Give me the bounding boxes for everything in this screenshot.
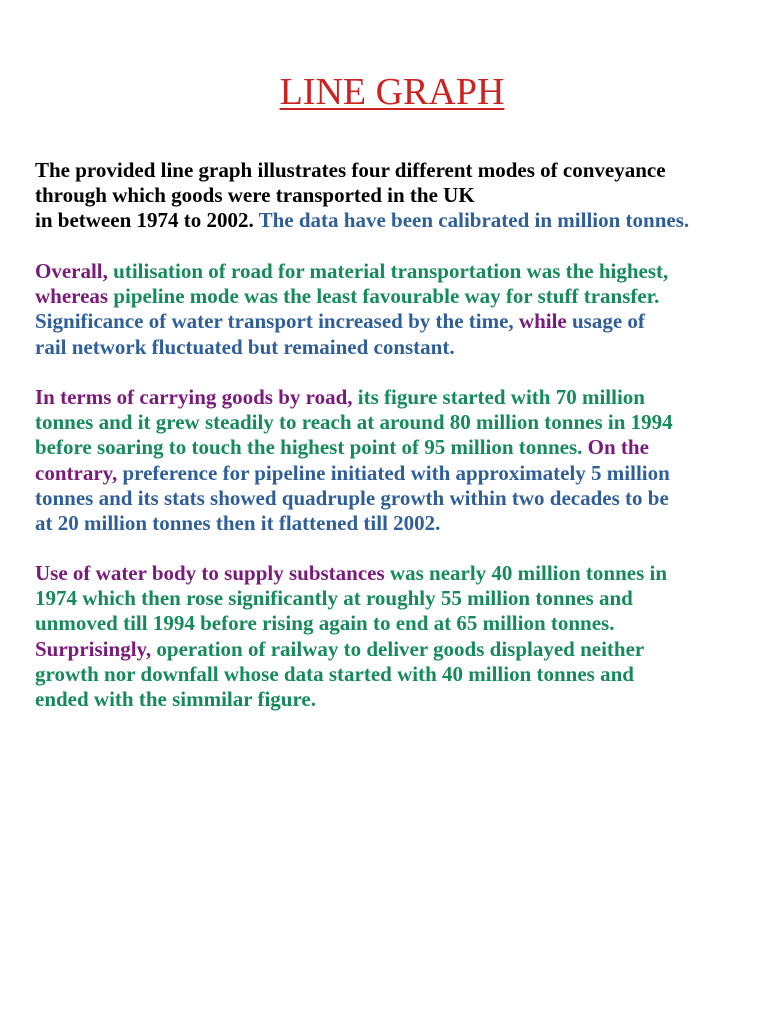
- text-segment: while: [518, 309, 572, 334]
- text-line: [35, 687, 760, 712]
- text-segment: tonnes and its stats showed quadruple growth within two decades to be: [35, 485, 669, 510]
- paragraph-introduction: [35, 158, 760, 234]
- page-title: LINE GRAPH: [279, 71, 505, 113]
- text-segment: usage of: [572, 309, 645, 334]
- text-segment: through which goods were transported in the UK: [35, 183, 475, 208]
- text-line: [35, 284, 760, 309]
- text-segment: operation of railway to deliver goods displayed neither: [156, 636, 645, 661]
- text-segment: 1974 which then rose significantly at roughly 55 million tonnes and: [35, 586, 633, 611]
- paragraph-water-rail: [35, 561, 760, 712]
- text-line: [35, 435, 760, 460]
- text-line: [35, 511, 760, 536]
- paragraph-road-pipeline: [35, 385, 760, 536]
- text-segment: The provided line graph illustrates four different modes of conveyance: [35, 158, 666, 182]
- text-segment: in between 1974 to 2002.: [35, 208, 259, 233]
- text-line: [35, 637, 760, 662]
- text-segment: Use of water body to supply substances: [35, 561, 390, 585]
- text-line: [35, 309, 760, 334]
- text-line: [35, 335, 760, 360]
- paragraph-overview: [35, 259, 760, 360]
- text-line: [35, 183, 760, 208]
- text-line: [35, 385, 760, 410]
- text-segment: whereas: [35, 284, 114, 309]
- text-segment: Significance of water transport increased by the time,: [35, 309, 519, 334]
- text-line: [35, 461, 760, 486]
- text-segment: its figure started with 70 million: [357, 385, 645, 409]
- text-segment: The data have been calibrated in million tonnes.: [258, 208, 690, 233]
- text-segment: preference for pipeline initiated with approximately 5 million: [122, 460, 670, 485]
- text-line: [35, 611, 760, 636]
- text-segment: In terms of carrying goods by road,: [35, 385, 358, 409]
- text-segment: tonnes and it grew steadily to reach at around 80 million tonnes in 1994: [35, 410, 673, 435]
- text-segment: before soaring to touch the highest point of 95 million tonnes.: [35, 435, 588, 460]
- text-segment: was nearly 40 million tonnes in: [389, 561, 668, 585]
- text-segment: ended with the simmilar figure.: [35, 687, 316, 712]
- text-segment: utilisation of road for material transportation was the highest,: [113, 259, 669, 283]
- text-line: [35, 158, 760, 183]
- text-line: [35, 486, 760, 511]
- text-segment: contrary,: [35, 460, 123, 485]
- text-line: [35, 259, 760, 284]
- text-segment: Surprisingly,: [35, 636, 157, 661]
- text-segment: On the: [587, 435, 649, 460]
- text-line: [35, 586, 760, 611]
- text-line: [35, 208, 760, 233]
- text-line: [35, 662, 760, 687]
- text-segment: growth nor downfall whose data started with 40 million tonnes and: [35, 661, 634, 686]
- text-segment: Overall,: [35, 259, 114, 283]
- text-line: [35, 561, 760, 586]
- text-segment: at 20 million tonnes then it flattened till 2002.: [35, 511, 441, 536]
- text-segment: rail network fluctuated but remained constant.: [35, 334, 455, 359]
- text-segment: unmoved till 1994 before rising again to end at 65 million tonnes.: [35, 611, 615, 636]
- text-segment: pipeline mode was the least favourable way for stuff transfer.: [113, 284, 660, 309]
- text-line: [35, 410, 760, 435]
